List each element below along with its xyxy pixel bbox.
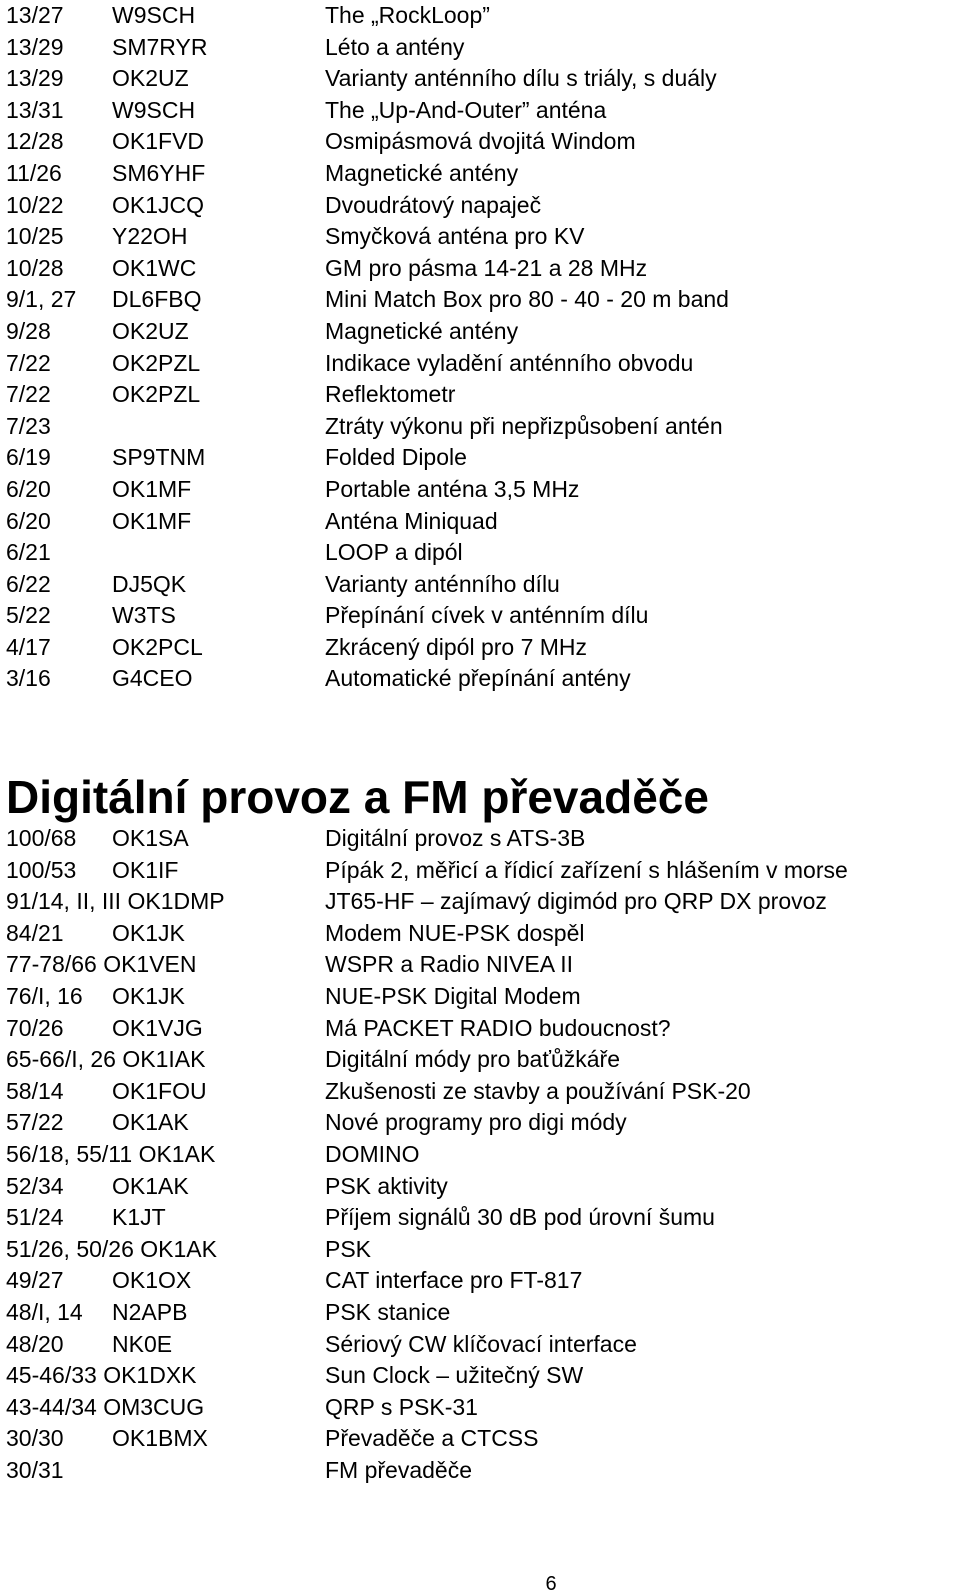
issue-ref: 30/31 — [6, 1456, 64, 1483]
callsign: SM6YHF — [112, 159, 206, 186]
callsign: W3TS — [112, 602, 176, 629]
callsign: OK1FVD — [112, 128, 205, 155]
article-title: WSPR a Radio NIVEA II — [325, 951, 573, 978]
issue-ref: 13/29 — [6, 33, 64, 60]
issue-ref: 7/22 — [6, 349, 51, 376]
issue-ref: 48/20 — [6, 1330, 64, 1357]
list-item — [6, 158, 956, 190]
list-item — [6, 190, 956, 222]
article-title: LOOP a dipól — [325, 539, 463, 566]
issue-ref: 57/22 — [6, 1109, 64, 1136]
article-title: Anténa Miniquad — [325, 507, 498, 534]
list-item — [6, 1455, 956, 1487]
list-item — [6, 63, 956, 95]
callsign: OK1JCQ — [112, 191, 205, 218]
article-title: The „Up-And-Outer” anténa — [325, 96, 607, 123]
issue-ref: 49/27 — [6, 1267, 64, 1294]
list-item — [6, 379, 956, 411]
list-item — [6, 1139, 956, 1171]
issue-ref: 10/22 — [6, 191, 64, 218]
list-item — [6, 1392, 956, 1424]
list-item — [6, 1234, 956, 1266]
callsign: OK1BMX — [112, 1425, 208, 1452]
article-title: Indikace vyladění anténního obvodu — [325, 349, 694, 376]
article-title: DOMINO — [325, 1140, 420, 1167]
article-title: Varianty anténního dílu — [325, 570, 560, 597]
issue-callsign: 56/18, 55/11 OK1AK — [6, 1140, 216, 1167]
article-title: PSK aktivity — [325, 1172, 448, 1199]
callsign: OK2UZ — [112, 317, 189, 344]
article-title: Zkušenosti ze stavby a používání PSK-20 — [325, 1077, 751, 1104]
issue-ref: 6/19 — [6, 444, 51, 471]
issue-ref: 6/20 — [6, 507, 51, 534]
article-title: Varianty anténního dílu s triály, s duály — [325, 65, 717, 92]
issue-callsign: 77-78/66 OK1VEN — [6, 951, 197, 978]
issue-ref: 9/28 — [6, 317, 51, 344]
issue-ref: 100/68 — [6, 825, 77, 851]
callsign: K1JT — [112, 1204, 166, 1231]
issue-ref: 4/17 — [6, 633, 51, 660]
issue-callsign: 65-66/I, 26 OK1IAK — [6, 1046, 206, 1073]
list-item — [6, 632, 956, 664]
issue-ref: 6/20 — [6, 475, 51, 502]
list-item — [6, 1329, 956, 1361]
callsign: OK1OX — [112, 1267, 192, 1294]
list-item — [6, 918, 956, 950]
article-title: Mini Match Box pro 80 - 40 - 20 m band — [325, 286, 729, 313]
callsign: OK1FOU — [112, 1077, 207, 1104]
issue-ref: 9/1, 27 — [6, 286, 77, 313]
list-item — [6, 1044, 956, 1076]
article-title: PSK — [325, 1235, 372, 1262]
callsign: OK1JK — [112, 982, 185, 1009]
callsign: Y22OH — [112, 223, 188, 250]
article-title: Smyčková anténa pro KV — [325, 223, 585, 250]
callsign: OK1AK — [112, 1172, 189, 1199]
article-title: Příjem signálů 30 dB pod úrovní šumu — [325, 1204, 715, 1231]
issue-callsign: 51/26, 50/26 OK1AK — [6, 1235, 217, 1262]
callsign: OK1VJG — [112, 1014, 203, 1041]
list-item — [6, 316, 956, 348]
list-item — [6, 1076, 956, 1108]
list-item — [6, 949, 956, 981]
list-item — [6, 1013, 956, 1045]
callsign: OK1MF — [112, 507, 192, 534]
callsign: OK1MF — [112, 475, 192, 502]
issue-ref: 10/25 — [6, 223, 64, 250]
issue-ref: 7/22 — [6, 381, 51, 408]
article-title: The „RockLoop” — [325, 2, 490, 28]
article-title: Magnetické antény — [325, 159, 519, 186]
list-item — [6, 0, 956, 32]
list-item — [6, 1202, 956, 1234]
issue-ref: 13/29 — [6, 65, 64, 92]
issue-ref: 70/26 — [6, 1014, 64, 1041]
callsign: OK1SA — [112, 825, 189, 851]
callsign: OK2PZL — [112, 381, 201, 408]
article-title: Pípák 2, měřicí a řídicí zařízení s hlášením v morse — [325, 856, 848, 883]
article-title: JT65-HF – zajímavý digimód pro QRP DX provoz — [325, 888, 827, 915]
callsign: OK2PZL — [112, 349, 201, 376]
issue-ref: 100/53 — [6, 856, 77, 883]
list-item — [6, 886, 956, 918]
article-title: Zkrácený dipól pro 7 MHz — [325, 633, 588, 660]
list-item — [6, 506, 956, 538]
article-title: Modem NUE-PSK dospěl — [325, 919, 585, 946]
issue-callsign: 91/14, II, III OK1DMP — [6, 888, 225, 915]
article-title: Folded Dipole — [325, 444, 467, 471]
issue-ref: 11/26 — [6, 159, 62, 186]
list-item — [6, 253, 956, 285]
list-item — [6, 221, 956, 253]
issue-ref: 52/34 — [6, 1172, 64, 1199]
callsign: OK1IF — [112, 856, 179, 883]
callsign: W9SCH — [112, 2, 196, 28]
article-title: Má PACKET RADIO budoucnost? — [325, 1014, 671, 1041]
list-item — [6, 442, 956, 474]
issue-ref: 13/27 — [6, 2, 64, 28]
article-title: Sun Clock – užitečný SW — [325, 1362, 584, 1389]
article-title: GM pro pásma 14-21 a 28 MHz — [325, 254, 648, 281]
callsign: G4CEO — [112, 665, 193, 692]
list-item — [6, 1297, 956, 1329]
callsign: W9SCH — [112, 96, 196, 123]
list-item — [6, 1265, 956, 1297]
issue-ref: 30/30 — [6, 1425, 64, 1452]
callsign: DL6FBQ — [112, 286, 202, 313]
issue-ref: 51/24 — [6, 1204, 64, 1231]
list-item — [6, 663, 956, 695]
issue-ref: 76/I, 16 — [6, 982, 83, 1009]
list-item — [6, 411, 956, 443]
issue-ref: 6/22 — [6, 570, 51, 597]
issue-ref: 58/14 — [6, 1077, 64, 1104]
issue-ref: 7/23 — [6, 412, 51, 439]
list-item — [6, 600, 956, 632]
list-item — [6, 981, 956, 1013]
article-title: QRP s PSK-31 — [325, 1393, 478, 1420]
callsign: DJ5QK — [112, 570, 187, 597]
issue-ref: 3/16 — [6, 665, 51, 692]
list-item — [6, 474, 956, 506]
list-item — [6, 823, 956, 855]
article-title: NUE-PSK Digital Modem — [325, 982, 581, 1009]
list-item — [6, 569, 956, 601]
article-title: Léto a antény — [325, 33, 465, 60]
list-item — [6, 1171, 956, 1203]
callsign: OK1WC — [112, 254, 197, 281]
issue-ref: 13/31 — [6, 96, 64, 123]
article-title: Automatické přepínání antény — [325, 665, 631, 692]
issue-callsign: 45-46/33 OK1DXK — [6, 1362, 197, 1389]
issue-ref: 84/21 — [6, 919, 64, 946]
list-item — [6, 537, 956, 569]
callsign: NK0E — [112, 1330, 173, 1357]
article-title: Nové programy pro digi módy — [325, 1109, 627, 1136]
article-title: Osmipásmová dvojitá Windom — [325, 128, 636, 155]
article-title: Převaděče a CTCSS — [325, 1425, 539, 1452]
issue-ref: 12/28 — [6, 128, 64, 155]
article-title: CAT interface pro FT-817 — [325, 1267, 583, 1294]
callsign: OK1AK — [112, 1109, 189, 1136]
issue-ref: 10/28 — [6, 254, 64, 281]
article-title: FM převaděče — [325, 1456, 473, 1483]
article-title: Magnetické antény — [325, 317, 519, 344]
article-title: Dvoudrátový napaječ — [325, 191, 542, 218]
callsign: OK2PCL — [112, 633, 203, 660]
callsign: N2APB — [112, 1298, 188, 1325]
list-item — [6, 32, 956, 64]
article-title: Přepínání cívek v anténním dílu — [325, 602, 649, 629]
issue-ref: 5/22 — [6, 602, 51, 629]
list-item — [6, 126, 956, 158]
section-heading: Digitální provoz a FM převaděče — [6, 771, 709, 823]
article-title: Sériový CW klíčovací interface — [325, 1330, 637, 1357]
list-item — [6, 1423, 956, 1455]
article-title: PSK stanice — [325, 1298, 451, 1325]
digital-article-list — [6, 823, 956, 1486]
list-item — [6, 284, 956, 316]
list-item — [6, 855, 956, 887]
issue-callsign: 43-44/34 OM3CUG — [6, 1393, 205, 1420]
list-item — [6, 1360, 956, 1392]
list-item — [6, 348, 956, 380]
callsign: OK2UZ — [112, 65, 189, 92]
list-item — [6, 1107, 956, 1139]
callsign: SM7RYR — [112, 33, 208, 60]
article-title: Reflektometr — [325, 381, 456, 408]
issue-ref: 48/I, 14 — [6, 1298, 83, 1325]
article-title: Digitální provoz s ATS-3B — [325, 825, 586, 851]
article-title: Digitální módy pro baťůžkáře — [325, 1046, 620, 1073]
callsign: OK1JK — [112, 919, 185, 946]
article-title: Portable anténa 3,5 MHz — [325, 475, 580, 502]
article-title: Ztráty výkonu při nepřizpůsobení antén — [325, 412, 723, 439]
list-item — [6, 95, 956, 127]
page-number: 6 — [545, 1573, 557, 1595]
issue-ref: 6/21 — [6, 539, 51, 566]
antenna-article-list — [6, 0, 956, 695]
callsign: SP9TNM — [112, 444, 206, 471]
